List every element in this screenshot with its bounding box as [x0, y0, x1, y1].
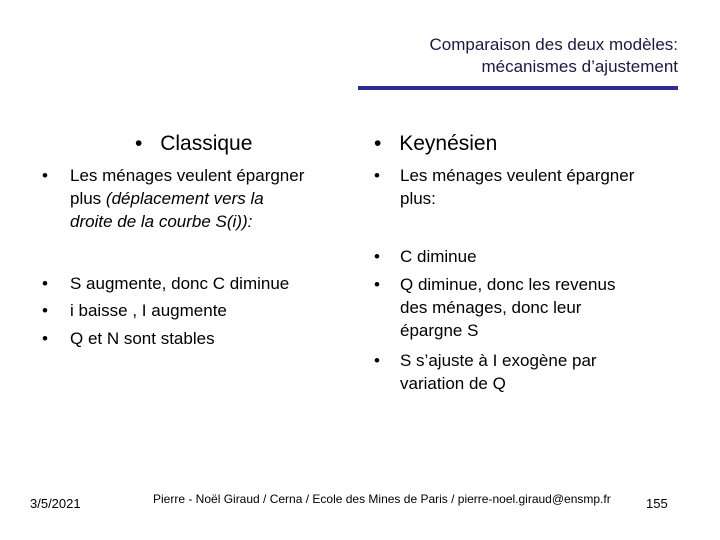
- slide-title-line-1: Comparaison des deux modèles:: [429, 35, 678, 54]
- left-bullet-text: S augmente, donc C diminue: [70, 274, 290, 293]
- right-intro-line-2: plus:: [400, 189, 436, 208]
- bullet-icon: •: [374, 275, 380, 294]
- footer-date: 3/5/2021: [30, 496, 81, 511]
- left-intro-line-1: Les ménages veulent épargner: [70, 166, 305, 185]
- list-item: [374, 350, 694, 394]
- right-intro-line-1: Les ménages veulent épargner: [400, 166, 635, 185]
- left-heading-label: Classique: [160, 132, 253, 155]
- bullet-icon: •: [42, 301, 48, 320]
- right-bullet-text: épargne S: [400, 321, 479, 340]
- list-item: [42, 300, 362, 322]
- right-heading-label: Keynésien: [399, 132, 498, 155]
- left-intro-line-2-plain: plus: [70, 189, 106, 208]
- right-bullet-text: variation de Q: [400, 374, 506, 393]
- title-underline: [358, 86, 678, 90]
- slide-title-line-2: mécanismes d’ajustement: [481, 57, 678, 76]
- left-bullet-text: i baisse , I augmente: [70, 301, 227, 320]
- right-heading: [374, 133, 497, 155]
- list-item: [42, 273, 362, 295]
- left-intro-line-2-italic: (déplacement vers la: [105, 189, 264, 208]
- right-bullet-text: des ménages, donc leur: [400, 298, 582, 317]
- bullet-icon: •: [42, 166, 48, 185]
- right-bullet-text: C diminue: [400, 247, 477, 266]
- bullet-icon: •: [374, 166, 380, 185]
- right-bullet-text: Q diminue, donc les revenus: [400, 275, 616, 294]
- left-intro-line-3: droite de la courbe S(i)):: [70, 212, 253, 231]
- page-number: 155: [646, 496, 668, 511]
- list-item: [42, 328, 362, 350]
- slide-title: [429, 34, 678, 78]
- bullet-icon: •: [42, 329, 48, 348]
- bullet-icon: •: [42, 274, 48, 293]
- bullet-icon: •: [374, 247, 380, 266]
- right-bullet-text: S s’ajuste à I exogène par: [400, 351, 597, 370]
- left-bullet-text: Q et N sont stables: [70, 329, 215, 348]
- bullet-icon: •: [374, 351, 380, 370]
- bullet-icon: •: [135, 132, 143, 155]
- footer-credit: Pierre - Noël Giraud / Cerna / Ecole des Mines de Paris / pierre-noel.giraud@ensmp.fr: [153, 492, 611, 506]
- left-heading: [135, 133, 252, 155]
- list-item: [374, 274, 694, 340]
- list-item: [374, 246, 694, 268]
- bullet-icon: •: [374, 132, 382, 155]
